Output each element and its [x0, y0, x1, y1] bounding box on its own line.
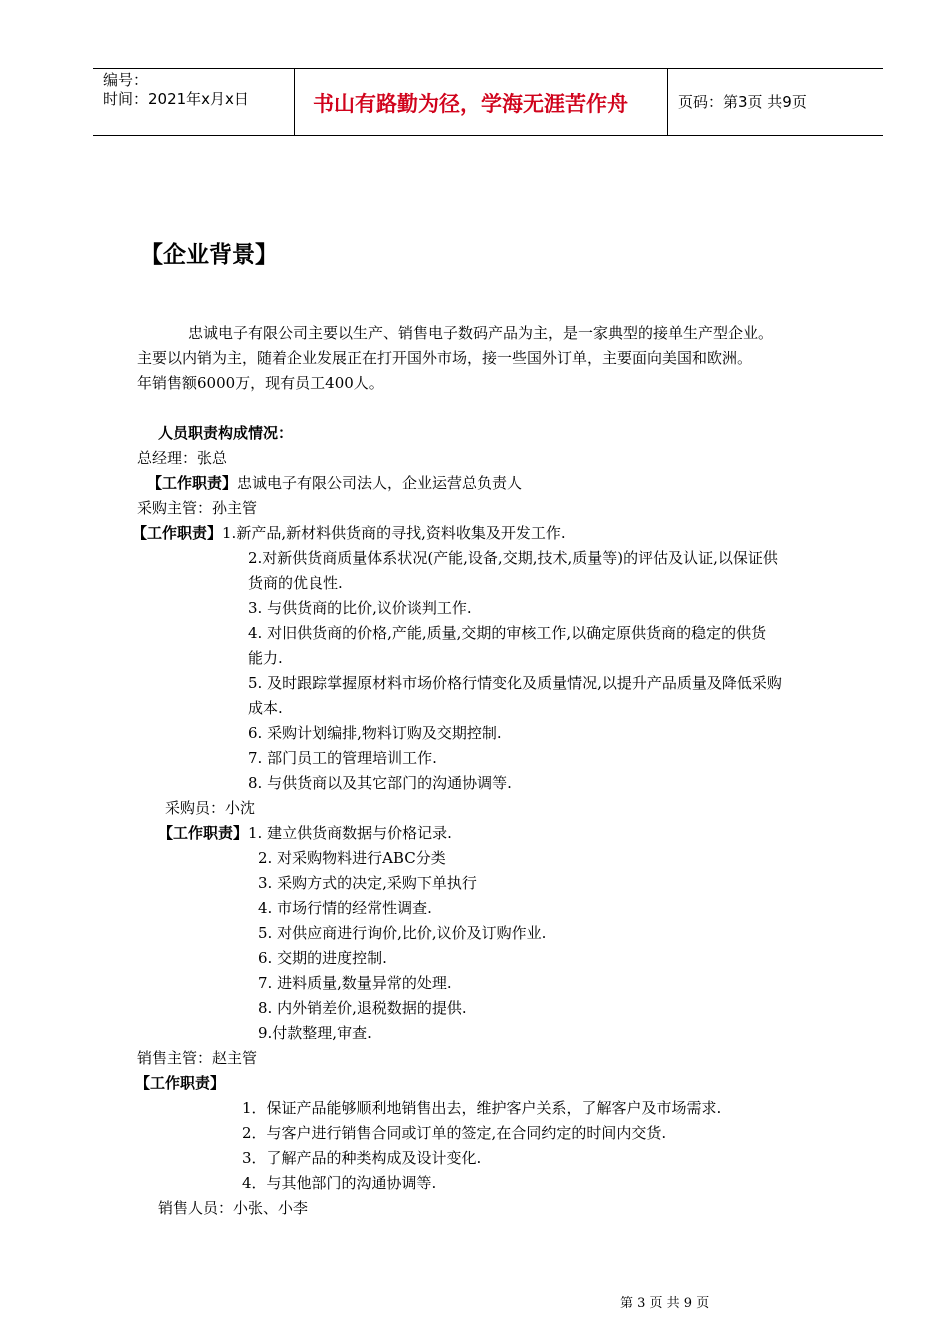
sales-manager-name: 销售主管：赵主管 — [137, 1049, 258, 1067]
purchase-manager-duty-line: 货商的优良性. — [248, 574, 343, 592]
buyer-duty-line: 9.付款整理,审查. — [258, 1024, 372, 1042]
header-top-border — [93, 68, 883, 69]
intro-line-1: 忠诚电子有限公司主要以生产、销售电子数码产品为主，是一家典型的接单生产型企业。 — [188, 324, 774, 342]
footer-page-number: 第 3 页 共 9 页 — [620, 1296, 710, 1311]
purchase-manager-duty-line: 5. 及时跟踪掌握原材料市场价格行情变化及质量情况,以提升产品质量及降低采购 — [248, 674, 782, 692]
staff-heading: 人员职责构成情况： — [158, 424, 294, 442]
buyer-duty-line: 4. 市场行情的经常性调查. — [258, 899, 432, 917]
buyer-duty-label: 【工作职责】 — [158, 824, 249, 842]
sales-manager-duty-label: 【工作职责】 — [135, 1074, 226, 1092]
purchase-manager-duty-line: 6. 采购计划编排,物料订购及交期控制. — [248, 724, 502, 742]
gm-duty — [147, 473, 522, 493]
buyer-duty-line: 6. 交期的进度控制. — [258, 949, 387, 967]
section-title: 【企业背景】 — [140, 242, 278, 268]
purchase-manager-duty-line: 2.对新供货商质量体系状况(产能,设备,交期,技术,质量等)的评估及认证,以保证供 — [248, 549, 778, 567]
purchase-manager-duty-line: 3. 与供货商的比价,议价谈判工作. — [248, 599, 472, 617]
purchase-manager-duty-line: 成本. — [248, 699, 283, 717]
header-bottom-border — [93, 135, 883, 136]
purchase-manager-name: 采购主管：孙主管 — [137, 499, 258, 517]
buyer-duty-line: 8. 内外销差价,退税数据的提供. — [258, 999, 467, 1017]
sales-manager-duty-line: 4．与其他部门的沟通协调等. — [242, 1174, 437, 1192]
sales-manager-duty-line: 1．保证产品能够顺利地销售出去，维护客户关系，了解客户及市场需求. — [242, 1099, 722, 1117]
purchase-manager-duty-line: 8. 与供货商以及其它部门的沟通协调等. — [248, 774, 512, 792]
purchase-manager-duty — [132, 523, 566, 543]
buyer-duty-line: 2. 对采购物料进行ABC分类 — [258, 849, 446, 867]
buyer-name: 采购员：小沈 — [165, 799, 256, 817]
buyer-duty-line: 7. 进料质量,数量异常的处理. — [258, 974, 452, 992]
purchase-manager-duty-label: 【工作职责】 — [132, 524, 223, 542]
purchase-manager-duty-line: 4. 对旧供货商的价格,产能,质量,交期的审核工作,以确定原供货商的稳定的供货 — [248, 624, 767, 642]
buyer-duty-line: 3. 采购方式的决定,采购下单执行 — [258, 874, 477, 892]
sales-manager-duty-line: 3．了解产品的种类构成及设计变化. — [242, 1149, 482, 1167]
header-divider-right — [667, 68, 668, 135]
gm-name: 总经理：张总 — [137, 449, 228, 467]
sales-staff: 销售人员：小张、小李 — [158, 1199, 309, 1217]
buyer-duty-line: 5. 对供应商进行询价,比价,议价及订购作业. — [258, 924, 547, 942]
buyer-duty-1: 1. 建立供货商数据与价格记录. — [248, 824, 452, 842]
header-time-label: 时间：2021年x月x日 — [103, 90, 249, 108]
gm-duty-text: 忠诚电子有限公司法人，企业运营总负责人 — [237, 474, 523, 492]
header-motto: 书山有路勤为径，学海无涯苦作舟 — [313, 92, 628, 116]
gm-duty-label: 【工作职责】 — [147, 474, 238, 492]
header-divider-left — [294, 68, 295, 135]
purchase-manager-duty-1: 1.新产品,新材料供货商的寻找,资料收集及开发工作. — [222, 524, 566, 542]
header-number-label: 编号： — [103, 71, 149, 89]
intro-line-2: 主要以内销为主，随着企业发展正在打开国外市场，接一些国外订单，主要面向美国和欧洲。 — [137, 349, 753, 367]
purchase-manager-duty-line: 7. 部门员工的管理培训工作. — [248, 749, 437, 767]
purchase-manager-duty-line: 能力. — [248, 649, 283, 667]
intro-line-3: 年销售额6000万，现有员工400人。 — [137, 374, 384, 392]
header-page-label: 页码：第3页 共9页 — [678, 93, 807, 111]
buyer-duty — [158, 823, 452, 843]
sales-manager-duty-line: 2．与客户进行销售合同或订单的签定,在合同约定的时间内交货. — [242, 1124, 667, 1142]
